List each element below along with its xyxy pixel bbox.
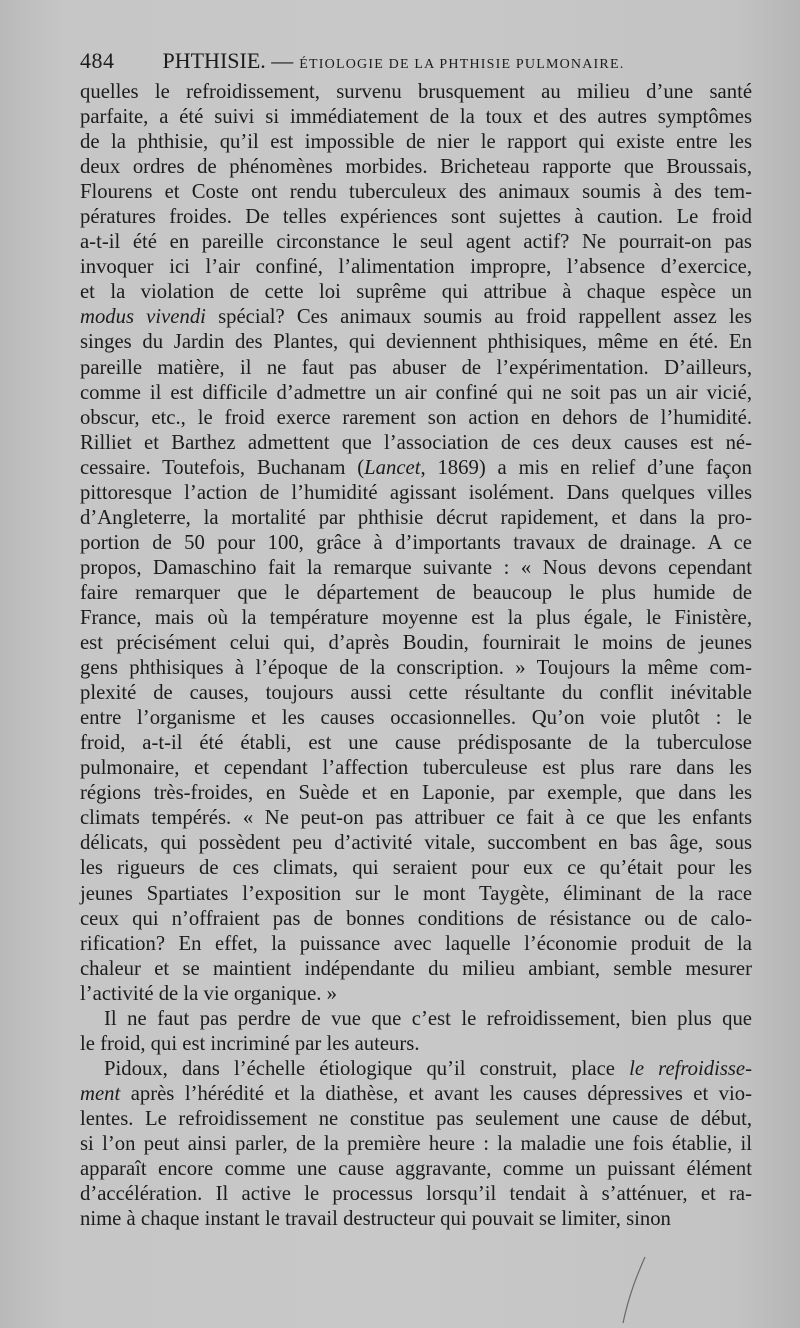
text-run: cessaire. Toutefois, Buchanam ( — [80, 456, 365, 479]
text-run: l’activité de la vie organique. » — [80, 982, 337, 1005]
text-run: pulmonaire, et cependant l’affection tuberculeuse est plus rare dans les — [80, 757, 752, 780]
text-run: le froid, qui est incriminé par les auteurs. — [80, 1032, 420, 1055]
text-run: Il ne faut pas perdre de vue que c’est le refroidissement, bien plus que — [104, 1007, 752, 1030]
page-number: 484 — [80, 48, 115, 73]
text-line — [80, 1207, 752, 1232]
text-run: les rigueurs de ces climats, qui seraient pour eux ce qu’était pour les — [80, 857, 752, 880]
text-run: Rilliet et Barthez admettent que l’association de ces deux causes est né- — [80, 431, 752, 454]
text-run: d’accélération. Il active le processus lorsqu’il tendait à s’atténuer, et ra- — [80, 1183, 752, 1206]
text-run: rification? En effet, la puissance avec laquelle l’économie produit de la — [80, 932, 752, 955]
paragraph-1 — [80, 80, 752, 1007]
text-run: spécial? Ces animaux soumis au froid rappellent assez les — [205, 306, 752, 329]
text-line — [80, 80, 752, 105]
text-run: après l’hérédité et la diathèse, et avant les causes dépressives et vio- — [120, 1082, 752, 1105]
text-run: portion de 50 pour 100, grâce à d’importants travaux de drainage. A ce — [80, 531, 752, 554]
text-run: comme il est difficile d’admettre un air confiné qui ne soit pas un air vicié, — [80, 381, 752, 404]
text-run: France, mais où la température moyenne est la plus égale, le Finistère, — [80, 606, 752, 629]
text-line — [80, 431, 752, 456]
text-line — [80, 606, 752, 631]
text-run: deux ordres de phénomènes morbides. Bricheteau rapporte que Broussais, — [80, 156, 752, 179]
paragraph-3 — [80, 1057, 752, 1232]
text-run: ceux qui n’offraient pas de bonnes conditions de résistance ou de calo- — [80, 907, 752, 930]
text-run: délicats, qui possèdent peu d’activité vitale, succombent en bas âge, sous — [80, 832, 752, 855]
italic-text: Lancet — [364, 456, 421, 479]
text-line — [80, 1082, 752, 1107]
running-head — [80, 46, 752, 76]
text-line — [80, 105, 752, 130]
text-run: est précisément celui qui, d’après Boudin, fournirait le moins de jeunes — [80, 632, 752, 655]
running-head-subtitle: ÉTIOLOGIE DE LA PHTHISIE PULMONAIRE. — [299, 57, 625, 72]
text-line — [80, 681, 752, 706]
text-line — [80, 155, 752, 180]
text-line — [80, 130, 752, 155]
text-line — [80, 957, 752, 982]
text-run: pératures froides. De telles expériences sont sujettes à caution. Le froid — [80, 206, 752, 229]
text-run: pareille matière, il ne faut pas abuser de l’expérimentation. D’ailleurs, — [80, 356, 752, 379]
text-run: a-t-il été en pareille circonstance le seul agent actif? Ne pourrait-on pas — [80, 231, 752, 254]
text-run: de la phthisie, qu’il est impossible de nier le rapport qui existe entre les — [80, 131, 752, 154]
text-run: nime à chaque instant le travail destructeur qui pouvait se limiter, sinon — [80, 1208, 671, 1231]
text-line — [80, 756, 752, 781]
text-line — [80, 781, 752, 806]
text-run: entre l’organisme et les causes occasionnelles. Qu’on voie plutôt : le — [80, 707, 752, 730]
body-text — [80, 80, 752, 1232]
text-run: si l’on peut ainsi parler, de la première heure : la maladie une fois établie, il — [80, 1132, 752, 1155]
text-line — [80, 856, 752, 881]
text-line — [80, 656, 752, 681]
text-line — [80, 581, 752, 606]
text-line — [80, 255, 752, 280]
text-line — [80, 280, 752, 305]
text-line — [80, 1107, 752, 1132]
text-line — [80, 882, 752, 907]
text-run: Pidoux, dans l’échelle étiologique qu’il construit, place — [104, 1057, 630, 1080]
text-run: régions très-froides, en Suède et en Laponie, par exemple, que dans les — [80, 782, 752, 805]
text-run: plexité de causes, toujours aussi cette résultante du conflit inévitable — [80, 682, 752, 705]
text-line — [80, 356, 752, 381]
italic-text: modus vivendi — [80, 306, 206, 329]
text-line — [80, 1157, 752, 1182]
text-line — [80, 481, 752, 506]
text-run: , 1869) a mis en relief d’une façon — [420, 456, 752, 479]
text-line — [80, 531, 752, 556]
italic-text: ment — [80, 1082, 121, 1105]
text-line — [80, 932, 752, 957]
text-line — [80, 1032, 752, 1057]
text-run: chaleur et se maintient indépendante du milieu ambiant, semble mesurer — [80, 957, 752, 980]
text-run: froid, a-t-il été établi, est une cause prédisposante de la tuberculose — [80, 732, 752, 755]
text-run: parfaite, a été suivi si immédiatement de la toux et des autres symptômes — [80, 106, 752, 129]
text-line — [80, 1007, 752, 1032]
text-line — [80, 205, 752, 230]
text-line — [80, 381, 752, 406]
text-run: apparaît encore comme une cause aggravante, comme un puissant élément — [80, 1158, 752, 1181]
running-head-dash: — — [271, 48, 294, 73]
text-run: invoquer ici l’air confiné, l’alimentation impropre, l’absence d’exercice, — [80, 256, 752, 279]
text-run: propos, Damaschino fait la remarque suivante : « Nous devons cependant — [80, 556, 752, 579]
text-line — [80, 631, 752, 656]
text-line — [80, 556, 752, 581]
text-line — [80, 831, 752, 856]
text-line — [80, 506, 752, 531]
text-line — [80, 456, 752, 481]
text-run: quelles le refroidissement, survenu brusquement au milieu d’une santé — [80, 81, 752, 103]
text-line — [80, 1132, 752, 1157]
text-run: climats tempérés. « Ne peut-on pas attribuer ce fait à ce que les enfants — [80, 807, 752, 830]
text-run: lentes. Le refroidissement ne constitue pas seulement une cause de début, — [80, 1107, 752, 1130]
text-run: pittoresque l’action de l’humidité agissant isolément. Dans quelques villes — [80, 481, 752, 504]
text-run: gens phthisiques à l’époque de la conscription. » Toujours la même com- — [80, 657, 752, 680]
text-run: d’Angleterre, la mortalité par phthisie décrut rapidement, et dans la pro- — [80, 506, 752, 529]
text-line — [80, 1057, 752, 1082]
text-line — [80, 706, 752, 731]
text-run: jeunes Spartiates l’exposition sur le mont Taygète, éliminant de la race — [80, 882, 752, 905]
text-line — [80, 230, 752, 255]
text-run: obscur, etc., le froid exerce rarement son action en dehors de l’humidité. — [80, 406, 752, 429]
text-line — [80, 330, 752, 355]
text-line — [80, 1182, 752, 1207]
running-head-title: PHTHISIE. — [162, 48, 266, 73]
text-line — [80, 180, 752, 205]
ink-stroke-mark — [615, 1255, 655, 1325]
text-run: et la violation de cette loi suprême qui attribue à chaque espèce un — [80, 281, 752, 304]
text-line — [80, 907, 752, 932]
text-run: Flourens et Coste ont rendu tuberculeux des animaux soumis à des tem- — [80, 181, 752, 204]
text-line — [80, 731, 752, 756]
text-line — [80, 406, 752, 431]
text-line — [80, 806, 752, 831]
text-run: singes du Jardin des Plantes, qui deviennent phthisiques, même en été. En — [80, 331, 752, 354]
italic-text: le refroidisse- — [629, 1057, 753, 1080]
text-line — [80, 305, 752, 330]
paragraph-2 — [80, 1007, 752, 1057]
text-line — [80, 982, 752, 1007]
text-run: faire remarquer que le département de beaucoup le plus humide de — [80, 581, 752, 604]
